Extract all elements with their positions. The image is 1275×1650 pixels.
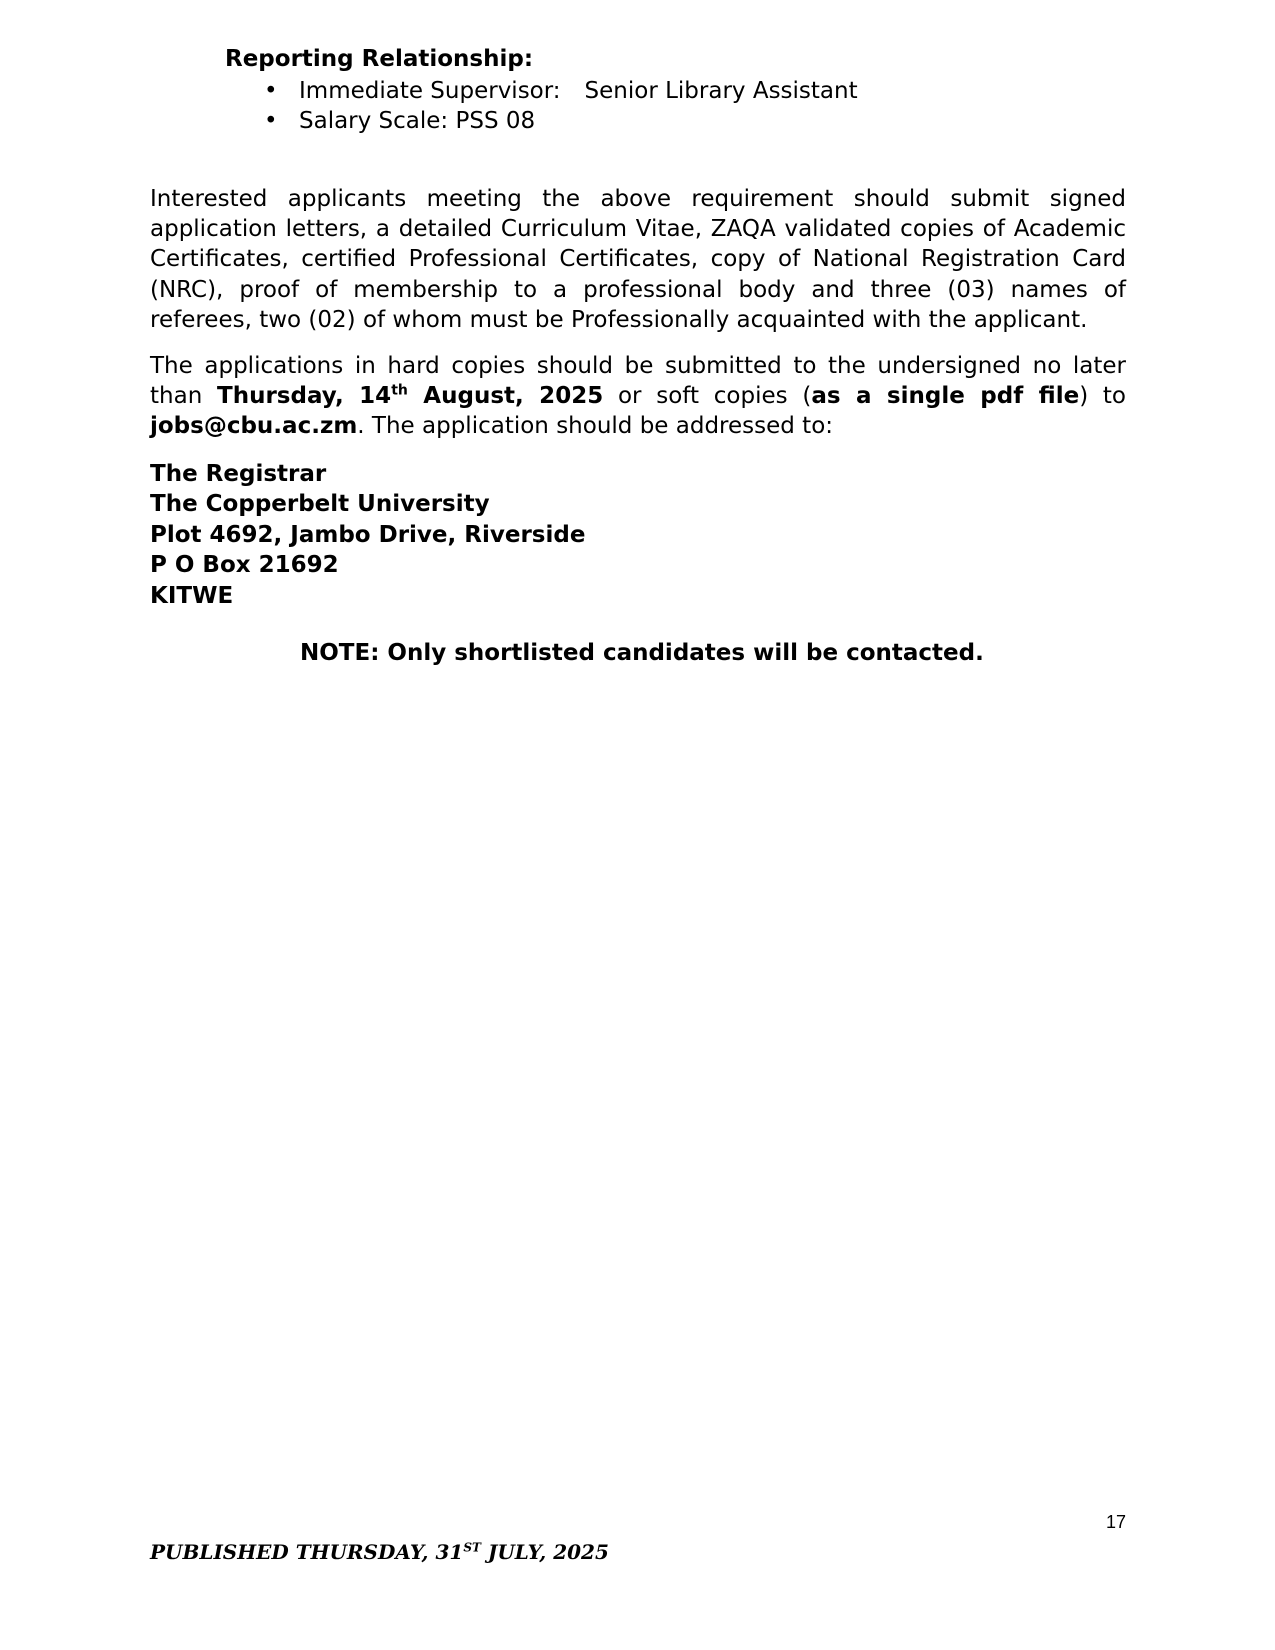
address-line: Plot 4692, Jambo Drive, Riverside — [150, 521, 586, 548]
address-line: P O Box 21692 — [150, 552, 339, 579]
address-line: The Registrar — [150, 461, 327, 487]
bullet-icon: • — [264, 108, 278, 134]
submission-intro-text: The applications in hard copies should be submitted to the undersigned no later than — [150, 353, 1126, 410]
immediate-supervisor-value: Senior Library Assistant — [584, 78, 858, 104]
immediate-supervisor-label: Immediate Supervisor: — [299, 78, 561, 104]
deadline-date: Thursday, 14th August, 2025 — [217, 382, 604, 410]
registrar-address-block — [150, 459, 585, 611]
address-line: KITWE — [150, 582, 234, 609]
reporting-relationship-list — [258, 76, 858, 136]
page-number: 17 — [1105, 1512, 1126, 1532]
address-line: The Copperbelt University — [150, 491, 490, 518]
reporting-relationship-heading: Reporting Relationship: — [225, 46, 534, 72]
file-format-requirement: as a single pdf file — [811, 383, 1080, 410]
application-requirements-paragraph: Interested applicants meeting the above requirement should submit signed application letters, a detailed Curriculum Vitae, ZAQA validated copies of Academic Certificates, certified Professional Certificates, copy of National Registration Card (NRC), proof of membership to a professional body and three (03) names of referees, two (02) of whom must be Professionally acquainted with the applicant. — [150, 186, 1126, 333]
shortlist-note: NOTE: Only shortlisted candidates will be contacted. — [300, 640, 984, 666]
list-item-salary-scale — [258, 106, 858, 136]
salary-scale-text: Salary Scale: PSS 08 — [299, 108, 536, 134]
submission-instructions-paragraph: The applications in hard copies should be submitted to the undersigned no later than Thursday, 14th August, 2025 or soft copies (as a single pdf file) to jobs@cbu.ac.zm. The application should be addressed to: — [150, 353, 1127, 440]
application-email: jobs@cbu.ac.zm — [150, 413, 358, 440]
bullet-icon: • — [264, 78, 278, 104]
publication-footer: PUBLISHED THURSDAY, 31ST JULY, 2025 — [150, 1540, 609, 1564]
list-item-immediate-supervisor — [258, 76, 858, 106]
